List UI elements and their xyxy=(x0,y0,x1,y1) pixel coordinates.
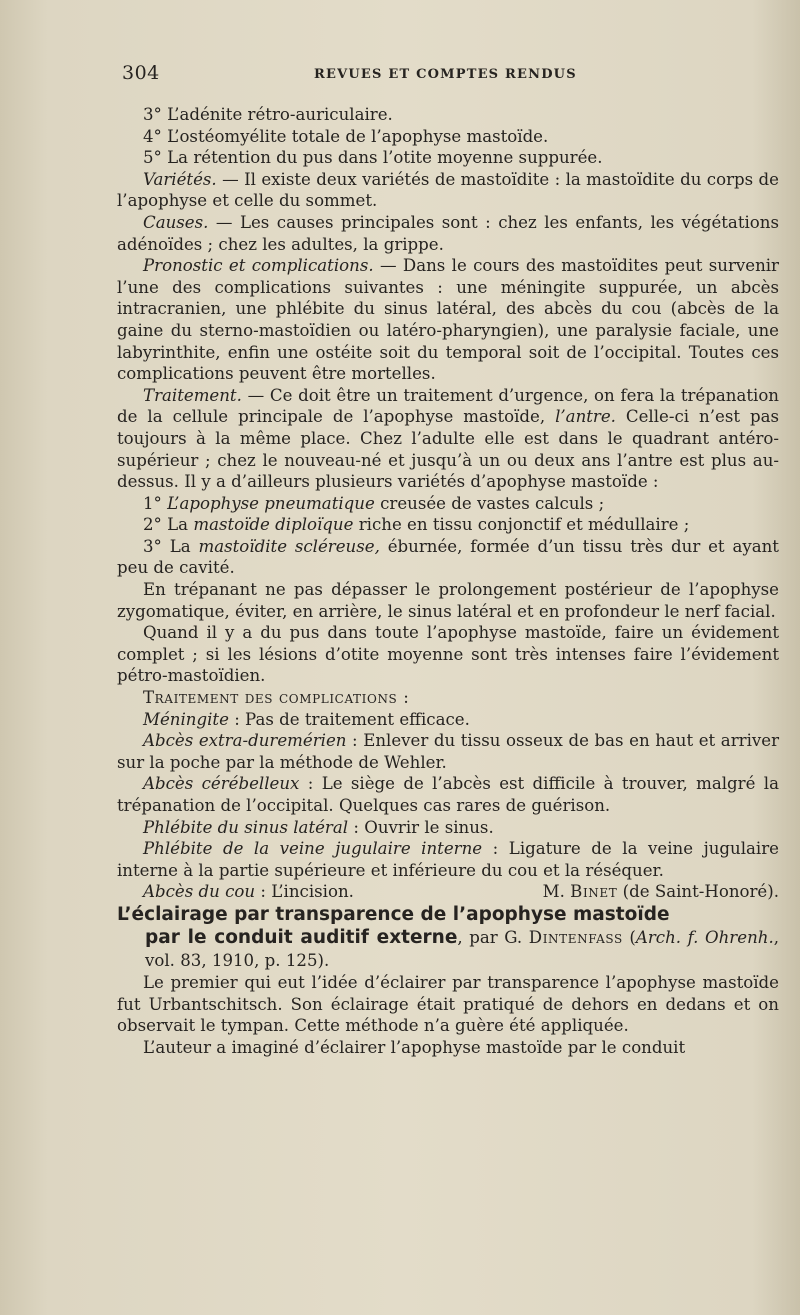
meningite-label: Méningite xyxy=(143,709,229,729)
ref-open: ( xyxy=(622,927,636,947)
pronostic-text: — Dans le cours des mastoïdites peut survenir l’une des complications suivantes : une méningite suppurée, un abcès intracranien, une phlébite du sinus latéral, des abcès du cou (abcès de la gaine du sterno-mastoïdien ou latéro-pharyngien), une paralysie faciale, une labyrinthite, enfin une ostéite soit du temporal soit de l’occipital. Toutes ces complications peuvent être mortelles. xyxy=(117,256,779,384)
article-paragraph-1: Le premier qui eut l’idée d’éclairer par transparence l’apophyse mastoïde fut Urbantschitsch. Son éclairage était pratiqué de dehors en dedans et on observait le tympan. Cette méthode n’a guère été appliquée. xyxy=(117,972,779,1036)
meningite-paragraph xyxy=(117,709,779,731)
abces-cereb-label: Abcès cérébelleux xyxy=(143,774,300,794)
list-item-4: 4° L’ostéomyélite totale de l’apophyse mastoïde. xyxy=(143,126,549,146)
variety-3-number: 3° La xyxy=(143,536,199,556)
variety-1-number: 1° xyxy=(143,493,168,513)
article-title-line-2-text: par le conduit auditif externe xyxy=(145,926,458,948)
causes-paragraph xyxy=(117,212,779,255)
abces-extra-label: Abcès extra-duremérien xyxy=(143,731,347,751)
varietes-text: — Il existe deux variétés de mastoïdite : la mastoïdite du corps de l’apophyse et celle du sommet. xyxy=(117,169,779,211)
running-head: REVUES ET COMPTES RENDUS xyxy=(314,67,577,82)
meningite-text: : Pas de traitement efficace. xyxy=(228,709,470,729)
pronostic-paragraph xyxy=(117,255,779,385)
list-item-5: 5° La rétention du pus dans l’otite moyenne suppurée. xyxy=(143,148,603,168)
abces-cou-text: : L’incision. xyxy=(255,882,354,902)
varietes-paragraph xyxy=(117,169,779,212)
abces-cou-label: Abcès du cou xyxy=(143,882,256,902)
abces-cou-paragraph xyxy=(117,881,779,903)
signature-suffix: (de Saint-Honoré). xyxy=(617,882,779,902)
phlebite-veine-paragraph xyxy=(117,838,779,881)
variety-item-2 xyxy=(117,514,779,536)
pronostic-label: Pronostic et complications. xyxy=(143,256,374,276)
phlebite-veine-label: Phlébite de la veine jugulaire interne xyxy=(143,839,483,859)
traitement-text-2: Celle-ci n’est pas toujours à la même place. Chez l’adulte elle est dans le quadrant antéro-supérieur ; chez le nouveau-né et jusqu’à un ou deux ans l’antre est plus au-dessus. Il y a d’ailleurs plusieurs variétés d’apophyse mastoïde : xyxy=(117,407,779,492)
signature-prefix: M. xyxy=(542,882,571,902)
trepanant-paragraph: En trépanant ne pas dépasser le prolongement postérieur de l’apophyse zygomatique, éviter, en arrière, le sinus latéral et en profondeur le nerf facial. xyxy=(117,580,779,621)
complications-heading: Traitement des complications : xyxy=(143,688,410,708)
article-title-line-1: L’éclairage par transparence de l’apophyse mastoïde xyxy=(117,903,670,925)
phlebite-sinus-paragraph xyxy=(117,817,779,839)
variety-item-1 xyxy=(117,493,779,515)
signature-name: Binet xyxy=(570,882,618,902)
phlebite-sinus-text: : Ouvrir le sinus. xyxy=(348,817,494,837)
abces-cereb-paragraph xyxy=(117,773,779,816)
phlebite-sinus-label: Phlébite du sinus latéral xyxy=(143,817,349,837)
ref-journal: Arch. f. Ohrenh. xyxy=(635,927,774,947)
pus-paragraph: Quand il y a du pus dans toute l’apophyse mastoïde, faire un évidement complet ; si les lésions d’otite moyenne sont très intenses faire l’évidement pétro-mastoïdien. xyxy=(117,623,779,686)
variety-2-text: riche en tissu conjonctif et médullaire ; xyxy=(353,515,690,535)
varietes-label: Variétés. xyxy=(143,169,217,189)
ref-details: , vol. 83, 1910, p. 125). xyxy=(145,927,779,970)
variety-3-name: mastoïdite scléreuse, xyxy=(198,536,380,556)
traitement-text-1: — Ce doit être un traitement d’urgence, on fera la trépanation de la cellule principale de l’apophyse mastoïde, xyxy=(117,385,779,427)
variety-3-text: éburnée, formée d’un tissu très dur et ayant peu de cavité. xyxy=(117,536,779,578)
variety-1-name: L’apophyse pneumatique xyxy=(167,493,375,513)
article-author: Dintenfass xyxy=(528,927,623,947)
variety-1-text: creusée de vastes calculs ; xyxy=(374,493,605,513)
abces-extra-text: : Enlever du tissu osseux de bas en haut et arriver sur la poche par la méthode de Wehler. xyxy=(117,731,780,772)
variety-2-name: mastoïde diploïque xyxy=(193,515,354,535)
traitement-label: Traitement. xyxy=(143,385,242,405)
phlebite-veine-text: : Ligature de la veine jugulaire interne à la partie supérieure et inférieure du cou et la réséquer. xyxy=(117,839,779,880)
causes-text: — Les causes principales sont : chez les enfants, les végétations adénoïdes ; chez les adultes, la grippe. xyxy=(117,212,779,254)
traitement-antre: l’antre. xyxy=(555,407,616,427)
article-title xyxy=(117,903,779,972)
article-title-line-2 xyxy=(117,926,779,972)
author-signature xyxy=(517,881,779,903)
variety-2-number: 2° La xyxy=(143,515,194,535)
article-paragraph-2: L’auteur a imaginé d’éclairer l’apophyse mastoïde par le conduit xyxy=(143,1037,686,1057)
abces-extra-paragraph xyxy=(117,730,779,773)
abces-cereb-text: : Le siège de l’abcès est difficile à trouver, malgré la trépanation de l’occipital. Quelques cas rares de guérison. xyxy=(117,774,779,815)
byline-prefix: , par G. xyxy=(457,927,529,947)
page-header xyxy=(118,62,778,86)
page-body xyxy=(117,104,779,1058)
variety-item-3 xyxy=(117,536,779,579)
traitement-paragraph xyxy=(117,385,779,493)
list-item-3: 3° L’adénite rétro-auriculaire. xyxy=(143,105,393,124)
page-number: 304 xyxy=(122,62,160,84)
causes-label: Causes. xyxy=(143,212,209,232)
